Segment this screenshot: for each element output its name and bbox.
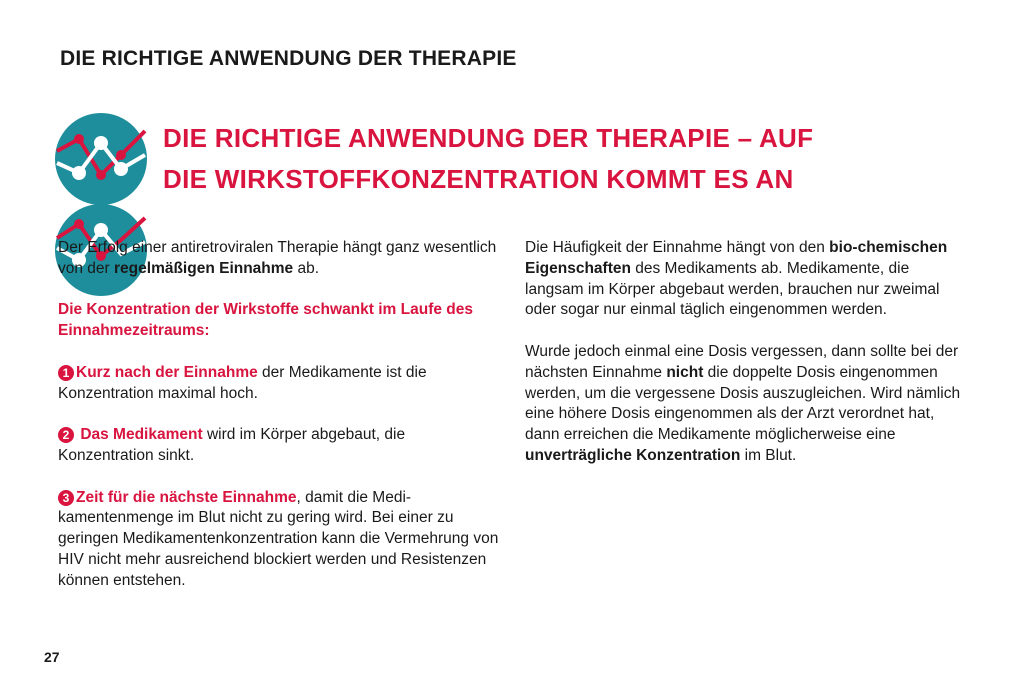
headline [163,118,903,200]
right-column [525,238,965,488]
step-1 [58,363,503,405]
headline-line-2: DIE WIRKSTOFFKONZENTRATION KOMMT ES AN [163,164,794,194]
intro-emphasis: regelmäßigen Einnahme [114,259,294,277]
step-text: wird im Körper abgebaut, die Konzentration sinkt. [58,426,406,464]
page-number: 27 [44,649,60,665]
step-text: der Medikamente ist die Konzentration maximal hoch. [58,363,427,402]
step-3 [58,488,503,592]
missed-dose-paragraph [525,342,965,467]
intro-paragraph [58,238,503,280]
step-highlight: Das Medikament [80,426,203,444]
step-highlight: Kurz nach der Einnahme [76,363,258,381]
step-text: , damit die Medi-kamentenmenge im Blut nicht zu gering wird. Bei einer zu geringen Medikamentenkonzentration kann die Vermehrung von HIV nicht mehr ausreichend blockiert werden und Resistenzen können entstehen. [58,488,499,589]
concentration-chart-icon [55,113,147,205]
step-number-badge: 2 [58,427,74,443]
frequency-emphasis: bio-chemischen Eigenschaften [525,239,948,277]
missed-dose-text-end: im Blut. [740,446,797,464]
missed-dose-text-mid: die doppelte Dosis eingenommen werden, um die vergessene Dosis auszugleichen. Wird nämlich eine höhere Dosis eingenommen als der Arzt verordnet hat, dann erreichen die Medikamente möglicherweise eine [525,363,961,444]
missed-dose-emphasis: unverträgliche Konzentration [525,446,741,464]
step-number-badge: 3 [58,490,74,506]
step-highlight: Zeit für die nächste Einnahme [76,488,297,506]
missed-dose-emphasis-not: nicht [666,363,704,381]
step-2 [58,425,503,467]
concentration-subheading: Die Konzentration der Wirkstoffe schwankt im Laufe des Einnahmezeitraums: [58,301,473,340]
missed-dose-text: Wurde jedoch einmal eine Dosis vergessen, dann sollte bei der nächsten Einnahme [525,342,959,381]
frequency-text: Die Häufigkeit der Einnahme hängt von den [525,239,830,256]
frequency-text-end: des Medikaments ab. Medikamente, die langsam im Körper abgebaut werden, brauchen nur zweimal oder sogar nur einmal täglich eingenommen werden. [525,259,940,319]
step-number-badge: 1 [58,365,74,381]
intro-text-end: ab. [293,259,320,277]
section-title: DIE RICHTIGE ANWENDUNG DER THERAPIE [60,47,517,70]
left-column [58,238,503,612]
intro-text: Der Erfolg einer antiretroviralen Therapie hängt ganz wesentlich von der [58,239,497,277]
frequency-paragraph [525,238,965,321]
headline-line-1: DIE RICHTIGE ANWENDUNG DER THERAPIE – AUF [163,123,814,153]
